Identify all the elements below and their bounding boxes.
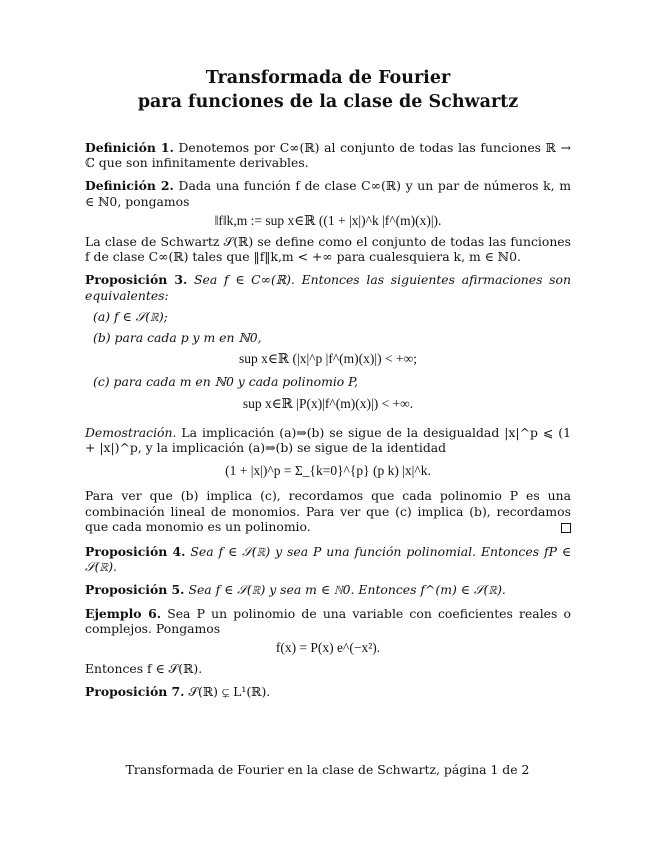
binomial-identity-formula: (1 + |x|)^p = Σ_{k=0}^{p} (p k) |x|^k. (225, 463, 431, 479)
proposition-3-formula-c: sup x∈ℝ |P(x)|f^(m)(x)|) < +∞. (242, 395, 414, 411)
example-6-label: Ejemplo 6. (85, 605, 162, 621)
seminorm-formula: ‖f‖k,m := sup x∈ℝ ((1 + |x|)^k |f^(m)(x)|). (214, 212, 442, 228)
proof-conclusion (85, 488, 571, 534)
proposition-3-label: Proposición 3. (85, 272, 188, 288)
proof-text-2: Para ver que (b) implica (c), recordamos que cada polinomio P es una combinación lineal de monomios. Para ver que (c) implica (b), recordamos que cada monomio es un polinomio. (85, 488, 571, 534)
proposition-3-text: Sea f ∈ C∞(ℝ). Entonces las siguientes afirmaciones son equivalentes: (85, 272, 571, 303)
definition-2-label: Definición 2. (85, 178, 174, 194)
proposition-4-text: Sea f ∈ 𝒮(ℝ) y sea P una función polinomial. Entonces fP ∈ 𝒮(ℝ). (85, 544, 571, 575)
proof (85, 425, 571, 455)
example-6-conclusion: Entonces f ∈ 𝒮(ℝ). (85, 661, 203, 677)
proposition-7-label: Proposición 7. (85, 684, 185, 700)
qed-square-icon (561, 523, 571, 533)
proposition-3-item-b: (b) para cada p y m en ℕ0, (93, 330, 262, 346)
title-line-2: para funciones de la clase de Schwartz (137, 92, 519, 112)
proposition-7-text: 𝒮(ℝ) ⊊ L¹(ℝ). (188, 684, 271, 700)
example-6-text: Sea P un polinomio de una variable con coeficientes reales o complejos. Pongamos (85, 605, 571, 636)
page-footer: Transformada de Fourier en la clase de Schwartz, página 1 de 2 (125, 762, 530, 777)
proposition-3-formula-b: sup x∈ℝ (|x|^p |f^(m)(x)|) < +∞; (239, 351, 417, 367)
proposition-5-text: Sea f ∈ 𝒮(ℝ) y sea m ∈ ℕ0. Entonces f^(m) ∈ 𝒮(ℝ). (188, 582, 506, 598)
schwartz-class-definition (85, 234, 571, 264)
proposition-4-label: Proposición 4. (85, 544, 186, 560)
definition-2 (85, 178, 571, 208)
definition-2-text: Dada una función f de clase C∞(ℝ) y un par de números k, m ∈ ℕ0, pongamos (85, 178, 571, 209)
proposition-3-item-a: (a) f ∈ 𝒮(ℝ); (93, 308, 168, 324)
proposition-7 (85, 684, 571, 699)
definition-1 (85, 140, 571, 170)
example-6 (85, 606, 571, 636)
document-title (85, 66, 571, 114)
document-page (85, 66, 571, 708)
schwartz-class-text: La clase de Schwartz 𝒮(ℝ) se define como el conjunto de todas las funciones f de clase C∞(ℝ) tales que ‖f‖k,m < +∞ para cualesquiera k, m ∈ ℕ0. (85, 234, 571, 265)
title-line-1: Transformada de Fourier (205, 68, 451, 88)
proposition-3-item-c: (c) para cada m en ℕ0 y cada polinomio P, (93, 374, 358, 390)
proof-label: Demostración. (85, 424, 177, 440)
proposition-5-label: Proposición 5. (85, 582, 185, 598)
proposition-4 (85, 544, 571, 574)
example-6-formula: f(x) = P(x) e^(−x²). (275, 640, 381, 656)
proposition-5 (85, 582, 571, 597)
proposition-3 (85, 272, 571, 302)
proof-text-1: La implicación (a)⇒(b) se sigue de la desigualdad |x|^p ⩽ (1 + |x|)^p, y la implicación (a)⇒(b) se sigue de la identidad (85, 424, 571, 456)
definition-1-label: Definición 1. (85, 140, 174, 155)
definition-1-text: Denotemos por C∞(ℝ) al conjunto de todas las funciones ℝ → ℂ que son infinitamente derivables. (85, 140, 571, 171)
